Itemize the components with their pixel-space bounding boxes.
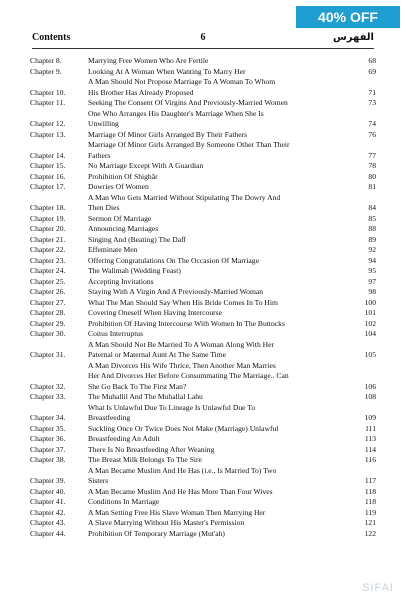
- chapter-page: 95: [368, 266, 376, 275]
- chapter-title-line: Coitus Interruptus: [88, 329, 144, 338]
- chapter-title-line: Suckling Once Or Twice Does Not Make (Marriage) Unlawful: [88, 423, 279, 433]
- toc-entry: [30, 497, 376, 508]
- chapter-title-line: She Go Back To The First Man?: [88, 381, 187, 391]
- chapter-title-line: Fathers: [88, 150, 111, 160]
- chapter-title: [88, 434, 360, 445]
- chapter-page: 114: [364, 444, 376, 454]
- chapter-number: Chapter 31.: [30, 350, 66, 359]
- chapter-title: [88, 287, 360, 298]
- toc-entry: [30, 298, 376, 309]
- toc-entry: [30, 361, 376, 393]
- chapter-title: [88, 266, 360, 277]
- toc-entry: [30, 214, 376, 225]
- chapter-title-line: Seeking The Consent Of Virgins And Previously-Married Women: [88, 98, 288, 107]
- chapter-number: Chapter 30.: [30, 329, 66, 338]
- toc-entry: [30, 266, 376, 277]
- chapter-title-line: A Slave Marrying Without His Master's Permission: [88, 518, 245, 527]
- chapter-page: 117: [364, 476, 376, 485]
- chapter-number: Chapter 41.: [30, 497, 66, 506]
- chapter-title: [88, 277, 360, 288]
- chapter-page: 84: [368, 203, 376, 212]
- chapter-title-line: A Man Who Gets Married Without Stipulating The Dowry And: [88, 192, 281, 202]
- chapter-page: 118: [364, 497, 376, 506]
- chapter-title-line: A Man Divorces His Wife Thrice, Then Another Man Marries: [88, 360, 276, 370]
- toc-entry: [30, 434, 376, 445]
- chapter-title-line: Prohibition Of Shighār: [88, 171, 158, 181]
- chapter-page: 81: [368, 182, 376, 191]
- chapter-title-line: A Man Should Not Propose Marriage To A Woman To Whom: [88, 77, 276, 86]
- chapter-page: 105: [364, 350, 376, 359]
- chapter-number: Chapter 44.: [30, 528, 66, 538]
- chapter-title-line: Marrying Free Women Who Are Fertile: [88, 56, 209, 65]
- chapter-page: 104: [364, 329, 376, 338]
- toc-entry: [30, 172, 376, 183]
- watermark-logo: SIFAI: [362, 582, 394, 594]
- chapter-page: 68: [368, 56, 376, 65]
- header-divider: [32, 48, 374, 49]
- chapter-title: [88, 466, 360, 487]
- chapter-title-line: A Man Should Not Be Married To A Woman Along With Her: [88, 339, 275, 349]
- chapter-title: [88, 361, 360, 393]
- chapter-title: [88, 487, 360, 498]
- chapter-title-line: Conditions In Marriage: [88, 497, 160, 506]
- chapter-page: 113: [364, 434, 376, 443]
- chapter-title-line: Her And Divorces Her Before Consummating The Marriage.. Can: [88, 371, 289, 380]
- chapter-number: Chapter 37.: [30, 444, 66, 454]
- chapter-number: Chapter 22.: [30, 245, 66, 254]
- toc-entry: [30, 319, 376, 330]
- chapter-title: [88, 130, 360, 141]
- chapter-title-line: Prohibition Of Having Intercourse With Women In The Buttocks: [88, 318, 285, 328]
- chapter-number: Chapter 20.: [30, 224, 66, 233]
- toc-entry: [30, 77, 376, 98]
- chapter-number: Chapter 14.: [30, 150, 66, 160]
- toc-entry: [30, 130, 376, 141]
- chapter-title-line: Breastfeeding: [88, 413, 131, 422]
- chapter-title: [88, 308, 360, 319]
- toc-entry: [30, 403, 376, 424]
- chapter-title: [88, 508, 360, 519]
- chapter-number: Chapter 23.: [30, 255, 66, 265]
- chapter-number: Chapter 26.: [30, 287, 66, 296]
- chapter-title-line: Breastfeeding An Adult: [88, 434, 160, 443]
- chapter-title-line: A Man Setting Free His Slave Woman Then Marrying Her: [88, 507, 266, 517]
- chapter-page: 98: [368, 287, 376, 296]
- chapter-number: Chapter 10.: [30, 87, 66, 97]
- toc-entry: [30, 109, 376, 130]
- chapter-title-line: Marriage Of Minor Girls Arranged By Their Fathers: [88, 129, 248, 139]
- chapter-title-line: The Muhallil And The Muhallal Lahu: [88, 392, 203, 401]
- chapter-title-line: Paternal or Maternal Aunt At The Same Time: [88, 350, 227, 359]
- chapter-page: 108: [364, 392, 376, 401]
- chapter-title: [88, 172, 360, 183]
- chapter-title: [88, 193, 360, 214]
- chapter-title: [88, 245, 360, 256]
- chapter-title-line: What The Man Should Say When His Bride Comes In To Him: [88, 297, 278, 307]
- chapter-title-line: Offering Congratulations On The Occasion Of Marriage: [88, 255, 259, 265]
- toc-entry: [30, 256, 376, 267]
- chapter-title: [88, 424, 360, 435]
- chapter-title: [88, 182, 360, 193]
- toc-entry: [30, 445, 376, 456]
- chapter-page: 92: [368, 245, 376, 254]
- toc-entry: [30, 182, 376, 193]
- chapter-number: Chapter 18.: [30, 203, 66, 212]
- chapter-number: Chapter 17.: [30, 182, 66, 191]
- chapter-title: [88, 256, 360, 267]
- chapter-page: 122: [364, 528, 376, 538]
- chapter-number: Chapter 24.: [30, 266, 66, 275]
- chapter-number: Chapter 11.: [30, 98, 66, 107]
- chapter-page: 102: [364, 318, 376, 328]
- page-header: [32, 32, 374, 46]
- chapter-number: Chapter 27.: [30, 297, 66, 307]
- chapter-page: 101: [364, 308, 376, 317]
- chapter-title: [88, 214, 360, 225]
- chapter-number: Chapter 15.: [30, 161, 66, 170]
- chapter-number: Chapter 8.: [30, 56, 62, 65]
- chapter-page: 118: [364, 486, 376, 496]
- chapter-title: [88, 98, 360, 109]
- toc-entry: [30, 245, 376, 256]
- chapter-title-line: Singing And (Beating) The Daff: [88, 234, 187, 244]
- toc-entry: [30, 161, 376, 172]
- chapter-number: Chapter 39.: [30, 476, 66, 485]
- chapter-title-line: Effeminate Men: [88, 245, 138, 254]
- chapter-number: Chapter 36.: [30, 434, 66, 443]
- chapter-title: [88, 340, 360, 361]
- chapter-title: [88, 67, 360, 78]
- chapter-title: [88, 403, 360, 424]
- chapter-title-line: A Man Became Muslim And He Has More Than Four Wives: [88, 486, 273, 496]
- chapter-page: 100: [364, 297, 376, 307]
- chapter-number: Chapter 33.: [30, 392, 66, 401]
- page-number: 6: [200, 32, 206, 43]
- chapter-number: Chapter 35.: [30, 423, 66, 433]
- chapter-title: [88, 445, 360, 456]
- chapter-title-line: Dowries Of Women: [88, 182, 149, 191]
- chapter-page: 89: [368, 234, 376, 244]
- toc-entry: [30, 424, 376, 435]
- chapter-page: 111: [365, 423, 376, 433]
- chapter-page: 121: [364, 518, 376, 527]
- toc-entry: [30, 455, 376, 466]
- chapter-title: [88, 109, 360, 130]
- chapter-title-line: Looking At A Woman When Wanting To Marry Her: [88, 66, 246, 76]
- chapter-number: Chapter 43.: [30, 518, 66, 527]
- chapter-title-line: Sisters: [88, 476, 109, 485]
- chapter-title-line: No Marriage Except With A Guardian: [88, 161, 204, 170]
- chapter-page: 73: [368, 98, 376, 107]
- toc-entry: [30, 67, 376, 78]
- chapter-number: Chapter 16.: [30, 171, 66, 181]
- toc-entry: [30, 287, 376, 298]
- chapter-title: [88, 77, 360, 98]
- chapter-title-line: His Brother Has Already Proposed: [88, 87, 194, 97]
- chapter-page: 74: [368, 119, 376, 128]
- chapter-number: Chapter 28.: [30, 308, 66, 317]
- header-arabic-title: الفهرس: [332, 32, 374, 43]
- toc-entry: [30, 392, 376, 403]
- toc-entry: [30, 508, 376, 519]
- chapter-title-line: Then Dies: [88, 203, 120, 212]
- toc-entry: [30, 518, 376, 529]
- chapter-number: Chapter 34.: [30, 413, 66, 422]
- chapter-page: 94: [368, 255, 376, 265]
- toc-entry: [30, 193, 376, 214]
- chapter-page: 77: [368, 150, 376, 160]
- chapter-title: [88, 56, 360, 67]
- chapter-title: [88, 329, 360, 340]
- chapter-page: 69: [368, 66, 376, 76]
- chapter-title-line: A Man Became Muslim And He Has (i.e., Is Married To) Two: [88, 465, 277, 475]
- chapter-number: Chapter 25.: [30, 276, 66, 286]
- chapter-number: Chapter 40.: [30, 486, 66, 496]
- toc-entry: [30, 224, 376, 235]
- chapter-title: [88, 497, 360, 508]
- toc-entry: [30, 277, 376, 288]
- toc-entry: [30, 340, 376, 361]
- toc-entry: [30, 235, 376, 246]
- chapter-title-line: Sermon Of Marriage: [88, 213, 152, 223]
- chapter-title-line: There Is No Breastfeeding After Weaning: [88, 444, 215, 454]
- chapter-page: 71: [368, 87, 376, 97]
- chapter-title: [88, 392, 360, 403]
- chapter-title: [88, 529, 360, 540]
- toc-entry: [30, 308, 376, 319]
- chapter-number: Chapter 32.: [30, 381, 66, 391]
- chapter-number: Chapter 38.: [30, 455, 66, 464]
- chapter-title-line: Prohibition Of Temporary Marriage (Mut'ah): [88, 528, 225, 538]
- chapter-title: [88, 140, 360, 161]
- chapter-title: [88, 235, 360, 246]
- chapter-title-line: Staying With A Virgin And A Previously-Married Woman: [88, 287, 264, 296]
- chapter-title-line: What Is Unlawful Due To Lineage Is Unlawful Due To: [88, 402, 256, 412]
- chapter-title: [88, 319, 360, 330]
- chapter-title-line: Accepting Invitations: [88, 276, 154, 286]
- table-of-contents: [30, 56, 376, 539]
- toc-entry: [30, 329, 376, 340]
- chapter-number: Chapter 9.: [30, 66, 62, 76]
- toc-entry: [30, 529, 376, 540]
- chapter-title: [88, 298, 360, 309]
- chapter-number: Chapter 19.: [30, 213, 66, 223]
- chapter-title-line: Covering Oneself When Having Intercourse: [88, 308, 222, 317]
- toc-entry: [30, 98, 376, 109]
- chapter-title: [88, 455, 360, 466]
- chapter-number: Chapter 42.: [30, 507, 66, 517]
- toc-entry: [30, 487, 376, 498]
- chapter-title-line: The Breast Milk Belongs To The Sire: [88, 455, 202, 464]
- chapter-page: 78: [368, 161, 376, 170]
- chapter-title: [88, 518, 360, 529]
- chapter-title-line: Marriage Of Minor Girls Arranged By Someone Other Than Their: [88, 140, 290, 149]
- chapter-page: 116: [364, 455, 376, 464]
- chapter-page: 88: [368, 224, 376, 233]
- chapter-page: 76: [368, 129, 376, 139]
- chapter-page: 97: [368, 276, 376, 286]
- discount-badge: 40% OFF: [296, 6, 400, 28]
- chapter-number: Chapter 29.: [30, 318, 66, 328]
- chapter-title: [88, 224, 360, 235]
- chapter-page: 119: [364, 507, 376, 517]
- chapter-page: 106: [364, 381, 376, 391]
- chapter-page: 85: [368, 213, 376, 223]
- chapter-number: Chapter 21.: [30, 234, 66, 244]
- chapter-title-line: Unwilling: [88, 119, 119, 128]
- chapter-page: 109: [364, 413, 376, 422]
- chapter-title-line: One Who Arranges His Daughter's Marriage When She Is: [88, 108, 264, 118]
- chapter-title: [88, 161, 360, 172]
- chapter-title-line: The Walimah (Wedding Feast): [88, 266, 181, 275]
- header-contents: Contents: [32, 32, 71, 43]
- chapter-page: 80: [368, 171, 376, 181]
- chapter-title-line: Announcing Marriages: [88, 224, 159, 233]
- toc-entry: [30, 56, 376, 67]
- toc-entry: [30, 466, 376, 487]
- toc-entry: [30, 140, 376, 161]
- chapter-number: Chapter 12.: [30, 119, 66, 128]
- chapter-number: Chapter 13.: [30, 129, 66, 139]
